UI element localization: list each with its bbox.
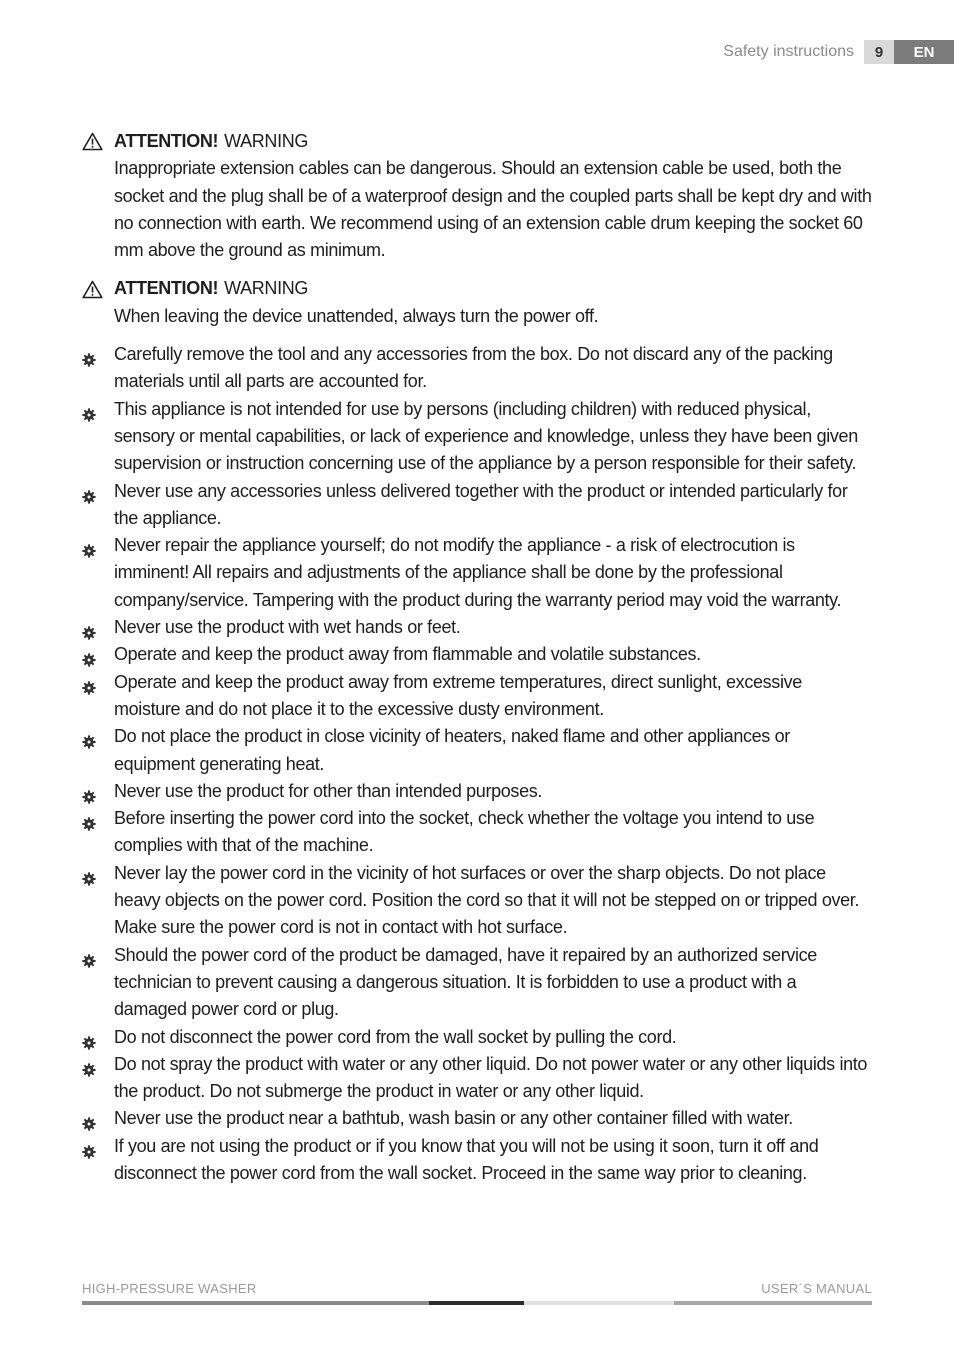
bullet-text: This appliance is not intended for use by persons (including children) with reduced physical, sensory or mental capabilities, or lack of experience and knowledge, unless they have been given supervision or instruction concerning use of the appliance by a person responsible for their safety. bbox=[114, 398, 858, 474]
language-badge: EN bbox=[894, 40, 954, 64]
bullet-item bbox=[82, 805, 872, 860]
footer-bar-segment bbox=[429, 1301, 524, 1305]
bullet-text: Operate and keep the product away from extreme temperatures, direct sunlight, excessive moisture and do not place it to the excessive dusty environment. bbox=[114, 671, 802, 719]
warning-text: When leaving the device unattended, always turn the power off. bbox=[114, 305, 599, 326]
gear-bullet-icon bbox=[82, 648, 96, 662]
warning-block bbox=[82, 128, 872, 264]
bullet-item bbox=[82, 1024, 872, 1051]
bullet-text: Do not disconnect the power cord from the wall socket by pulling the cord. bbox=[114, 1026, 677, 1047]
warning-heading bbox=[82, 275, 872, 302]
warning-label: WARNING bbox=[224, 278, 309, 299]
bullet-item bbox=[82, 1105, 872, 1132]
bullet-item bbox=[82, 1133, 872, 1188]
bullet-item bbox=[82, 478, 872, 533]
warning-triangle-icon bbox=[82, 280, 114, 299]
bullet-item bbox=[82, 341, 872, 396]
gear-bullet-icon bbox=[82, 539, 96, 553]
warning-text: Inappropriate extension cables can be dangerous. Should an extension cable be used, both the socket and the plug shall be of a waterproof design and the coupled parts shall be kept dry and with no connection with earth. We recommend using of an extension cable drum keeping the socket 60 mm above the ground as minimum. bbox=[114, 158, 872, 261]
safety-bullet-list bbox=[82, 341, 872, 1187]
bullet-text: Never use the product with wet hands or feet. bbox=[114, 617, 461, 638]
footer-bar-segment bbox=[674, 1301, 872, 1305]
bullet-item bbox=[82, 942, 872, 1024]
gear-bullet-icon bbox=[82, 348, 96, 362]
bullet-item bbox=[82, 396, 872, 478]
footer-manual-title: USER´S MANUAL bbox=[761, 1281, 872, 1296]
gear-bullet-icon bbox=[82, 485, 96, 499]
gear-bullet-icon bbox=[82, 403, 96, 417]
page-content bbox=[82, 128, 872, 1187]
bullet-text: Never repair the appliance yourself; do not modify the appliance - a risk of electrocution is imminent! All repairs and adjustments of the appliance shall be done by the professional company/service. Tampering with the product during the warranty period may void the warranty. bbox=[114, 535, 842, 610]
bullet-text: Carefully remove the tool and any accessories from the box. Do not discard any of the packing materials until all parts are accounted for. bbox=[114, 344, 833, 392]
bullet-text: Before inserting the power cord into the socket, check whether the voltage you intend to use complies with that of the machine. bbox=[114, 808, 815, 856]
gear-bullet-icon bbox=[82, 1112, 96, 1126]
bullet-item bbox=[82, 532, 872, 614]
bullet-text: Never use the product near a bathtub, wash basin or any other container filled with water. bbox=[114, 1108, 793, 1129]
bullet-text: Do not spray the product with water or any other liquid. Do not power water or any other liquids into the product. Do not submerge the product in water or any other liquid. bbox=[114, 1053, 868, 1102]
bullet-item bbox=[82, 614, 872, 641]
page-header bbox=[723, 40, 954, 64]
gear-bullet-icon bbox=[82, 1031, 96, 1045]
gear-bullet-icon bbox=[82, 1140, 96, 1154]
footer-product-name: HIGH-PRESSURE WASHER bbox=[82, 1281, 257, 1296]
gear-bullet-icon bbox=[82, 812, 96, 826]
gear-bullet-icon bbox=[82, 676, 96, 690]
footer-bar-segment bbox=[82, 1301, 429, 1305]
warning-triangle-icon bbox=[82, 132, 114, 151]
gear-bullet-icon bbox=[82, 785, 96, 799]
attention-label: ATTENTION! bbox=[114, 278, 219, 299]
bullet-item bbox=[82, 778, 872, 805]
footer-bar-segment bbox=[524, 1301, 674, 1305]
bullet-item bbox=[82, 669, 872, 724]
warning-label: WARNING bbox=[224, 131, 309, 151]
page-number: 9 bbox=[864, 40, 894, 64]
gear-bullet-icon bbox=[82, 949, 96, 963]
bullet-text: Never use the product for other than intended purposes. bbox=[114, 780, 543, 801]
bullet-text: Do not place the product in close vicinity of heaters, naked flame and other appliances or equipment generating heat. bbox=[114, 726, 790, 774]
bullet-item bbox=[82, 723, 872, 778]
bullet-text: Should the power cord of the product be damaged, have it repaired by an authorized service technician to prevent causing a dangerous situation. It is forbidden to use a product with a damaged power cord or plug. bbox=[114, 944, 817, 1020]
bullet-text: Operate and keep the product away from flammable and volatile substances. bbox=[114, 644, 701, 665]
gear-bullet-icon bbox=[82, 621, 96, 635]
bullet-item bbox=[82, 641, 872, 668]
bullet-item bbox=[82, 860, 872, 942]
bullet-text: Never lay the power cord in the vicinity of hot surfaces or over the sharp objects. Do not place heavy objects on the power cord. Position the cord so that it will not be stepped on or tripped over. Make sure the power cord is not in contact with hot surface. bbox=[114, 862, 860, 938]
warning-block bbox=[82, 275, 872, 330]
footer-divider bbox=[82, 1301, 872, 1305]
bullet-text: Never use any accessories unless delivered together with the product or intended particularly for the appliance. bbox=[114, 480, 848, 528]
bullet-text: If you are not using the product or if you know that you will not be using it soon, turn it off and disconnect the power cord from the wall socket. Proceed in the same way prior to cleaning. bbox=[114, 1135, 819, 1183]
gear-bullet-icon bbox=[82, 730, 96, 744]
warning-heading bbox=[82, 128, 872, 155]
gear-bullet-icon bbox=[82, 1058, 96, 1072]
gear-bullet-icon bbox=[82, 867, 96, 881]
section-title: Safety instructions bbox=[723, 43, 854, 60]
bullet-item bbox=[82, 1051, 872, 1106]
attention-label: ATTENTION! bbox=[114, 131, 219, 151]
